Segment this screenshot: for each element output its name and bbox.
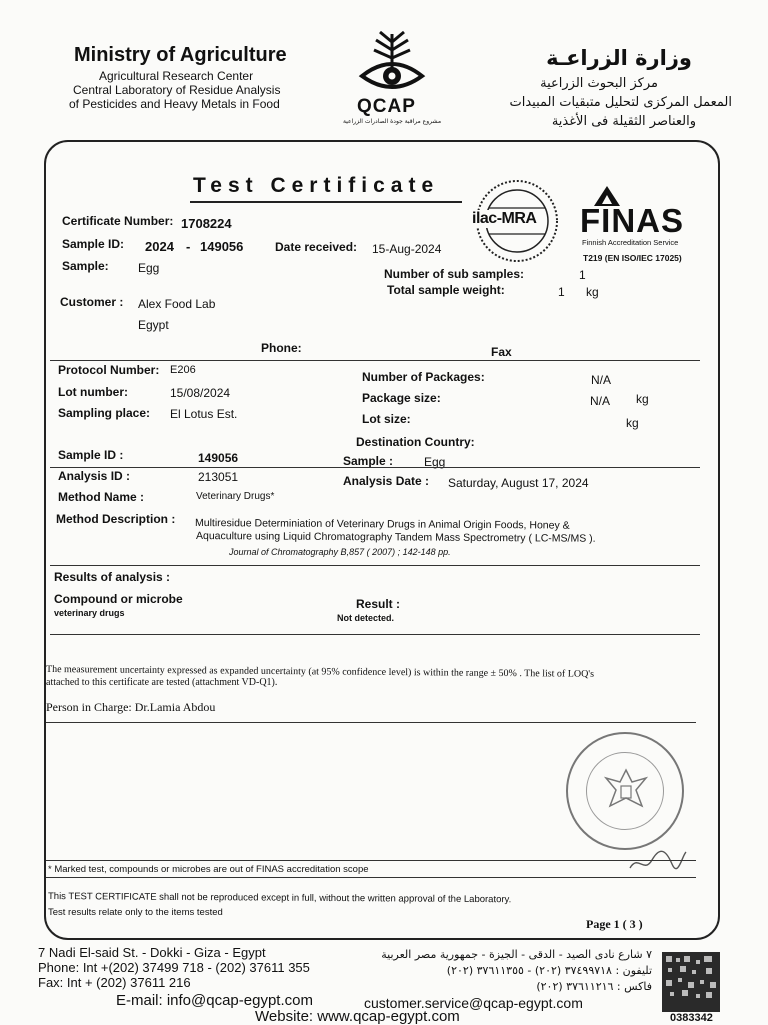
ilac-mra-logo	[474, 178, 560, 264]
method-description-line-2: Aquaculture using Liquid Chromatography Tandem Mass Spectrometry ( LC-MS/MS ).	[195, 530, 596, 545]
qcap-logo	[342, 28, 442, 128]
lot-number-label: Lot number:	[58, 385, 128, 399]
serial-number: 0383342	[670, 1012, 713, 1024]
protocol-number: E206	[170, 364, 196, 376]
lab-name-ar-2: والعناصر الثقيلة فى الأغذية	[551, 114, 696, 129]
result-label: Result :	[356, 597, 401, 611]
analysis-sample-id: 149056	[198, 451, 239, 465]
packages-label: Number of Packages:	[362, 370, 485, 384]
results-label: Results of analysis :	[54, 570, 171, 584]
lot-size-unit: kg	[626, 416, 639, 430]
total-weight-label: Total sample weight:	[387, 283, 505, 297]
package-size-value: N/A	[590, 394, 611, 408]
lab-name-en-1: Central Laboratory of Residue Analysis	[73, 83, 281, 97]
reproduce-note: This TEST CERTIFICATE shall not be reproduced except in full, without the written approval of the Laboratory.	[47, 891, 512, 906]
phone-en: Phone: Int +(202) 37499 718 - (202) 37611 355	[38, 960, 310, 975]
result-value: Not detected.	[337, 613, 395, 623]
website: Website: www.qcap-egypt.com	[255, 1008, 460, 1025]
compound-value: veterinary drugs	[54, 608, 125, 618]
phone-label: Phone:	[261, 341, 302, 355]
sample-id-label: Sample ID:	[62, 237, 125, 251]
signature	[628, 846, 688, 876]
method-name-label: Method Name :	[58, 490, 145, 504]
center-name-ar: مركز البحوث الزراعية	[540, 76, 658, 91]
eagle-emblem-icon	[596, 762, 656, 822]
address-en: 7 Nadi El-said St. - Dokki - Giza - Egypt	[38, 945, 266, 960]
certificate-number-label: Certificate Number:	[62, 214, 174, 228]
qcap-logo-subtitle: مشروع مراقبة جودة الصادرات الزراعية	[342, 118, 442, 125]
date-received-label: Date received:	[275, 240, 358, 254]
sample-label: Sample:	[62, 259, 109, 273]
page-number: Page 1 ( 3 )	[586, 917, 643, 931]
relate-note: Test results relate only to the items tested	[48, 907, 223, 918]
destination-label: Destination Country:	[356, 435, 475, 449]
lot-size-label: Lot size:	[362, 412, 411, 426]
certificate-number: 1708224	[181, 216, 232, 231]
certificate-title: Test Certificate	[193, 174, 440, 197]
compound-label: Compound or microbe	[54, 592, 183, 606]
analysis-sample-id-label: Sample ID :	[58, 448, 124, 462]
method-reference: Journal of Chromatography B,857 ( 2007) ; 142-148 pp.	[229, 547, 451, 557]
method-description-label: Method Description :	[56, 512, 176, 526]
sampling-place: El Lotus Est.	[170, 407, 238, 421]
package-size-unit: kg	[636, 392, 649, 406]
qr-pattern-icon	[662, 952, 720, 1012]
email-customer-service: customer.service@qcap-egypt.com	[364, 995, 583, 1011]
person-in-charge: Person in Charge: Dr.Lamia Abdou	[46, 700, 216, 714]
analysis-date: Saturday, August 17, 2024	[448, 476, 589, 490]
fax-label: Fax	[491, 345, 512, 359]
qr-code	[662, 952, 720, 1012]
customer-name: Alex Food Lab	[138, 297, 216, 311]
packages-value: N/A	[591, 373, 612, 387]
phone-ar: تليفون : ٣٧٤٩٩٧١٨ (٢٠٢) - ٣٧٦١١٣٥٥ (٢٠٢)	[446, 964, 652, 977]
accreditation-note: * Marked test, compounds or microbes are out of FINAS accreditation scope	[48, 864, 369, 875]
lab-name-en-2: of Pesticides and Heavy Metals in Food	[69, 97, 280, 111]
uncertainty-note-2: attached to this certificate are tested (attachment VD-Q1).	[46, 677, 278, 688]
protocol-number-label: Protocol Number:	[58, 363, 160, 377]
sample-id-year: 2024	[145, 239, 174, 254]
fax-en: Fax: Int + (202) 37611 216	[38, 975, 191, 990]
ilac-mra-text: ilac-MRA	[472, 210, 537, 227]
method-name: Veterinary Drugs*	[196, 491, 275, 502]
analysis-id-label: Analysis ID :	[58, 469, 131, 483]
official-seal	[566, 732, 684, 850]
date-received: 15-Aug-2024	[372, 242, 442, 256]
finas-subtitle: Finnish Accreditation Service	[582, 238, 679, 247]
analysis-date-label: Analysis Date :	[343, 474, 430, 488]
analysis-sample: Egg	[424, 455, 446, 469]
org-name-en: Ministry of Agriculture	[74, 44, 287, 66]
total-weight-value: 1	[558, 285, 565, 299]
email-en: E-mail: info@qcap-egypt.com	[116, 992, 313, 1009]
address-ar: ٧ شارع نادى الصيد - الدقى - الجيزة - جمهورية مصر العربية	[381, 948, 652, 961]
org-name-ar: وزارة الزراعـة	[546, 46, 692, 70]
sub-samples-label: Number of sub samples:	[384, 267, 525, 281]
package-size-label: Package size:	[362, 391, 441, 405]
uncertainty-note-1: The measurement uncertainty expressed as expanded uncertainty (at 95% confidence level) is within the range ± 50% . The list of LOQ's	[45, 664, 595, 680]
sample-id-dash: -	[186, 239, 191, 254]
finas-code: T219 (EN ISO/IEC 17025)	[583, 253, 682, 263]
sub-samples-value: 1	[579, 268, 586, 282]
qcap-logo-text: QCAP	[357, 96, 416, 117]
customer-label: Customer :	[60, 295, 124, 309]
finas-text: FINAS	[580, 202, 684, 239]
lab-name-ar-1: المعمل المركزى لتحليل متبقيات المبيدات	[509, 95, 732, 110]
sample-value: Egg	[138, 261, 160, 275]
wheat-eye-icon	[352, 28, 432, 98]
customer-country: Egypt	[138, 318, 169, 332]
sample-id-number: 149056	[200, 239, 244, 254]
analysis-sample-label: Sample :	[343, 454, 394, 468]
total-weight-unit: kg	[586, 285, 599, 299]
analysis-id: 213051	[198, 470, 239, 484]
lot-number: 15/08/2024	[170, 386, 231, 400]
fax-ar: فاكس : ٣٧٦١١٢١٦ (٢٠٢)	[536, 980, 652, 993]
method-description-line-1: Multiresidue Determiniation of Veterinary Drugs in Animal Origin Foods, Honey &	[194, 517, 570, 532]
sampling-place-label: Sampling place:	[58, 406, 151, 420]
center-name-en: Agricultural Research Center	[99, 69, 254, 83]
